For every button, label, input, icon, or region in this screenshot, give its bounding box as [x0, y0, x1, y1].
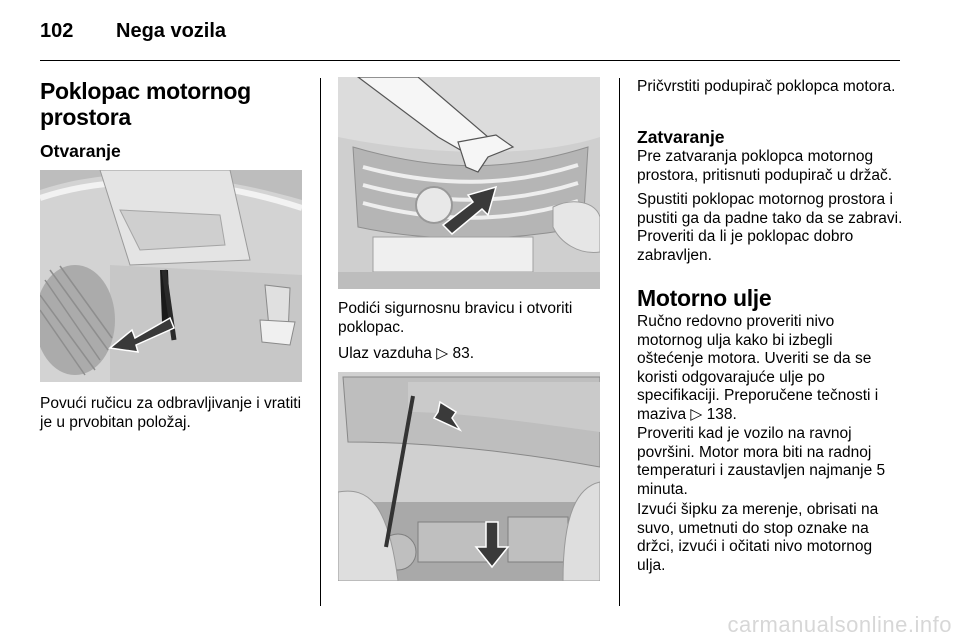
page-number: 102 [40, 20, 74, 42]
column-divider-1 [320, 78, 321, 606]
watermark: carmanualsonline.info [727, 612, 952, 637]
chapter-title: Nega vozila [116, 20, 227, 42]
paragraph-oil-2: Proveriti kad je vozilo na ravnoj površini. Motor mora biti na radnoj temperaturi i zaustavljen najmanje 5 minuta. [637, 425, 886, 498]
paragraph-closing-1: Pre zatvaranja poklopca motornog prostora, pritisnuti podupirač u držač. [637, 148, 893, 184]
paragraph-air-intake-ref: Ulaz vazduha ▷ 83. [338, 345, 474, 362]
paragraph-oil-1: Ručno redovno proveriti nivo motornog ulja kako bi izbegli oštećenje motora. Uveriti se da se koristi odgovarajuće ulje po specifikaciji. Preporučene tečnosti i maziva ▷ 138. [637, 313, 879, 423]
paragraph-lift-safety-catch: Podići sigurnosnu bravicu i otvoriti poklopac. [338, 300, 573, 336]
section-title-engine-oil: Motorno ulje [637, 285, 772, 311]
section-title-hood: Poklopac motornog prostora [40, 78, 251, 130]
paragraph-oil-3: Izvući šipku za merenje, obrisati na suvo, umetnuti do stop oznake na držci, izvući i očitati nivo motornog ulja. [637, 501, 879, 574]
figure-safety-catch [338, 77, 600, 289]
paragraph-attach-hood-stay: Pričvrstiti podupirač poklopca motora. [637, 78, 896, 95]
subsection-title-closing: Zatvaranje [637, 127, 725, 147]
header-rule [40, 60, 900, 61]
figure-caption-release-lever: Povući ručicu za odbravljivanje i vratiti je u prvobitan položaj. [40, 395, 302, 431]
paragraph-closing-2: Spustiti poklopac motornog prostora i pustiti ga da padne tako da se zabravi. Proveriti da li je poklopac dobro zabravljen. [637, 191, 903, 264]
figure-release-lever [40, 170, 302, 382]
figure-hood-stay [338, 372, 600, 581]
subsection-title-opening: Otvaranje [40, 141, 121, 161]
column-divider-2 [619, 78, 620, 606]
